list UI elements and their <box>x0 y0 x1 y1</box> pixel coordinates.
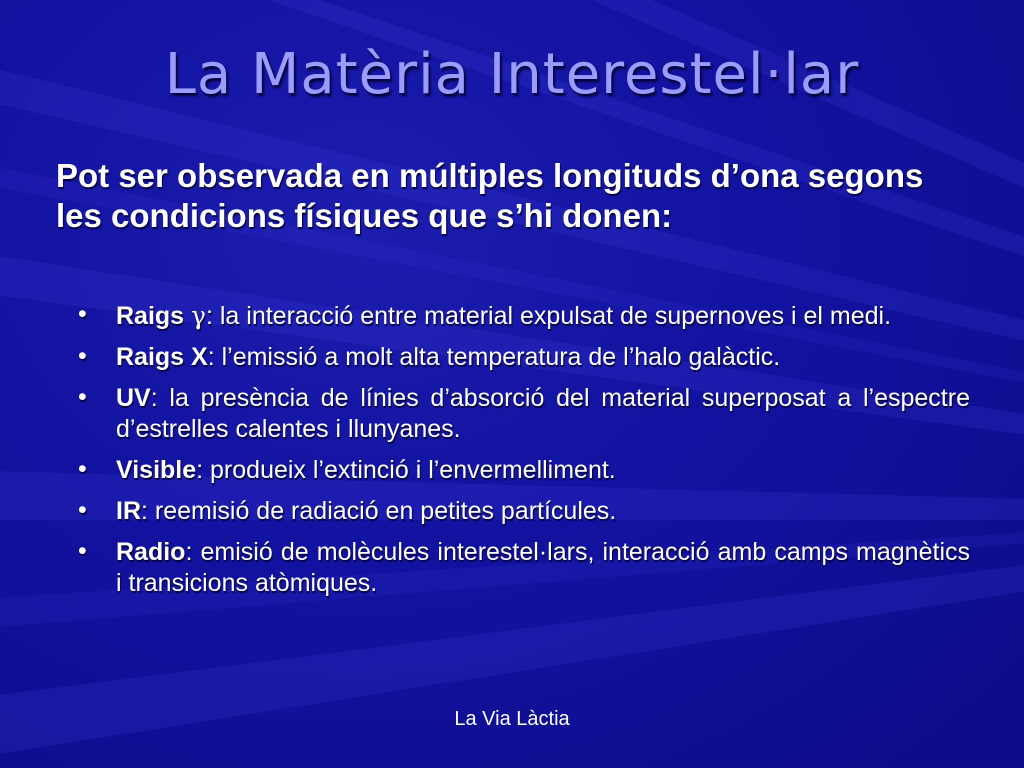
bullet-item-radio <box>78 537 970 599</box>
slide-subtitle: Pot ser observada en múltiples longituds d’ona segons les condicions físiques que s’hi donen: <box>56 157 924 234</box>
bullet-term: UV <box>116 384 151 412</box>
bullet-text: : la presència de línies d’absorció del material superposat a l’espectre d’estrelles calentes i llunyanes. <box>116 384 970 443</box>
bullet-text: : produeix l’extinció i l’envermelliment. <box>196 456 616 484</box>
bullet-text: : l’emissió a molt alta temperatura de l’halo galàctic. <box>207 343 781 371</box>
bullet-item-visible <box>78 455 970 486</box>
bullet-text: : reemisió de radiació en petites partícules. <box>141 497 617 525</box>
bullet-item-gamma <box>78 300 970 332</box>
bullet-list <box>78 300 970 609</box>
bullet-term: Raigs X <box>116 343 208 371</box>
bullet-text: : emisió de molècules interestel·lars, interacció amb camps magnètics i transicions atòmiques. <box>116 538 970 597</box>
bullet-term: IR <box>116 497 141 525</box>
gamma-symbol: γ <box>191 301 206 330</box>
bullet-icon: • <box>78 342 87 370</box>
slide-footer: La Via Làctia <box>454 708 570 730</box>
bullet-icon: • <box>78 383 87 411</box>
bullet-item-x-rays <box>78 342 970 373</box>
bullet-term: Raigs <box>116 302 192 330</box>
bullet-icon: • <box>78 496 87 524</box>
slide-title: La Matèria Interestel·lar <box>164 42 860 107</box>
bullet-term: Visible <box>116 456 197 484</box>
bullet-icon: • <box>78 537 87 565</box>
bullet-text: : la interacció entre material expulsat de supernoves i el medi. <box>205 302 892 330</box>
bullet-item-uv <box>78 383 970 445</box>
bullet-term: Radio <box>116 538 186 566</box>
bullet-icon: • <box>78 455 87 483</box>
bullet-item-ir <box>78 496 970 527</box>
bullet-icon: • <box>78 300 87 328</box>
